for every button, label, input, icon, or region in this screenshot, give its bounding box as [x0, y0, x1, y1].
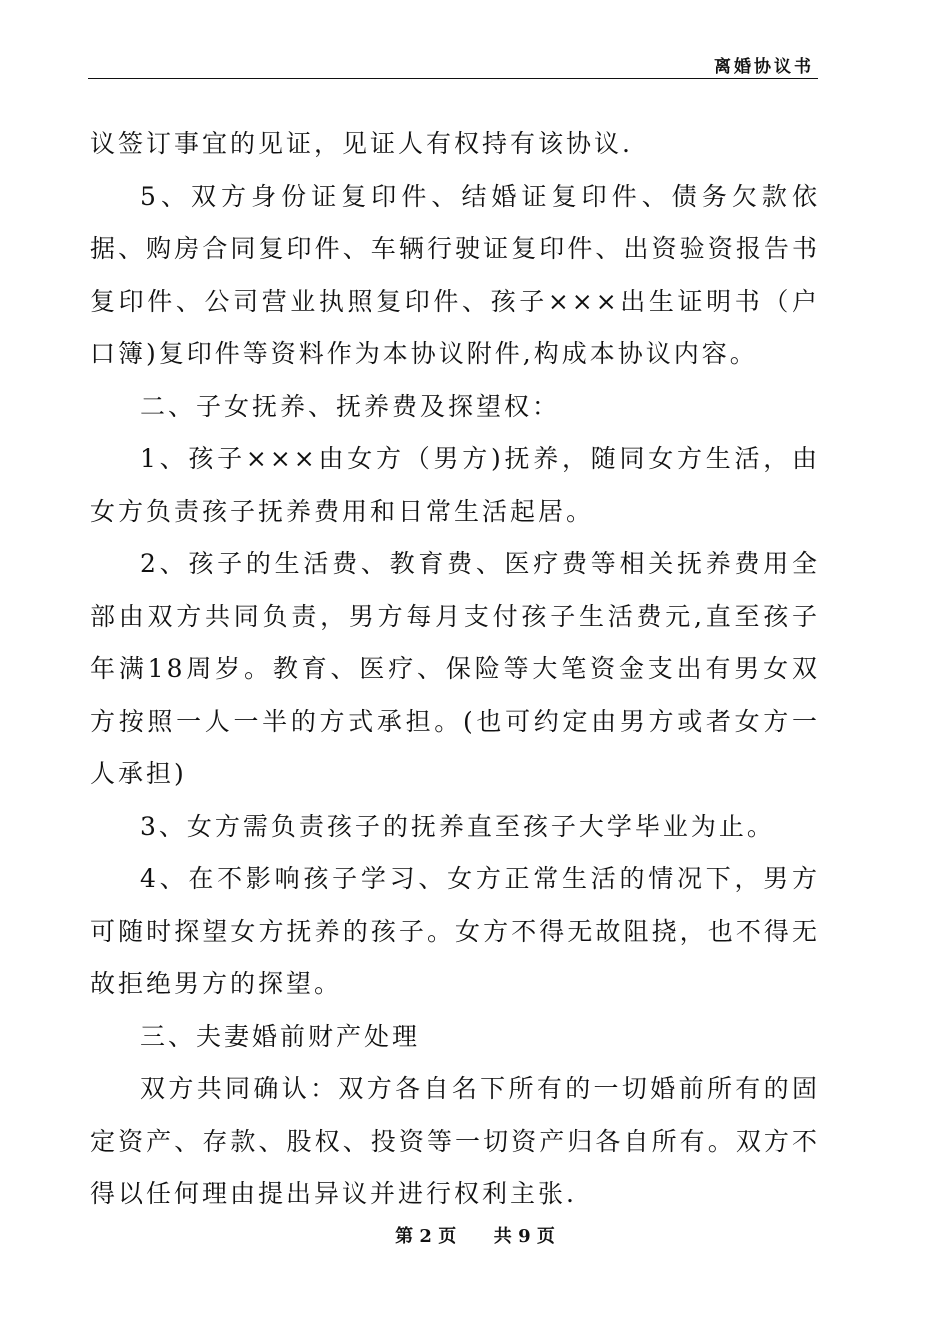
document-body	[90, 118, 820, 1221]
paragraph-custody-item-4: 4、在不影响孩子学习、女方正常生活的情况下，男方可随时探望女方抚养的孩子。女方不得无故阻挠，也不得无故拒绝男方的探望。	[90, 864, 820, 998]
section-heading-premarital-property: 三、夫妻婚前财产处理	[140, 1021, 421, 1051]
paragraph-custody-item-1: 1、孩子×××由女方（男方)抚养，随同女方生活，由女方负责孩子抚养费用和日常生活起居。	[90, 444, 820, 526]
paragraph-custody-item-2: 2、孩子的生活费、教育费、医疗费等相关抚养费用全部由双方共同负责，男方每月支付孩子生活费元,直至孩子年满18周岁。教育、医疗、保险等大笔资金支出有男女双方按照一人一半的方式承担。(也可约定由男方或者女方一人承担)	[90, 549, 820, 788]
paragraph-witness-continuation: 议签订事宜的见证，见证人有权持有该协议.	[90, 129, 633, 158]
header-divider	[88, 78, 818, 79]
page-number-footer: 第 2 页 共 9 页	[395, 1226, 555, 1247]
paragraph-item-5-attachments: 5、双方身份证复印件、结婚证复印件、债务欠款依据、购房合同复印件、车辆行驶证复印件、出资验资报告书复印件、公司营业执照复印件、孩子×××出生证明书（户口簿)复印件等资料作为本协议附件,构成本协议内容。	[90, 181, 820, 368]
paragraph-custody-item-3: 3、女方需负责孩子的抚养直至孩子大学毕业为止。	[140, 811, 775, 841]
section-heading-child-custody: 二、子女抚养、抚养费及探望权：	[140, 391, 561, 421]
document-header-title: 离婚协议书	[714, 57, 814, 77]
paragraph-premarital-property: 双方共同确认：双方各自名下所有的一切婚前所有的固定资产、存款、股权、投资等一切资产归各自所有。双方不得以任何理由提出异议并进行权利主张.	[90, 1074, 820, 1208]
